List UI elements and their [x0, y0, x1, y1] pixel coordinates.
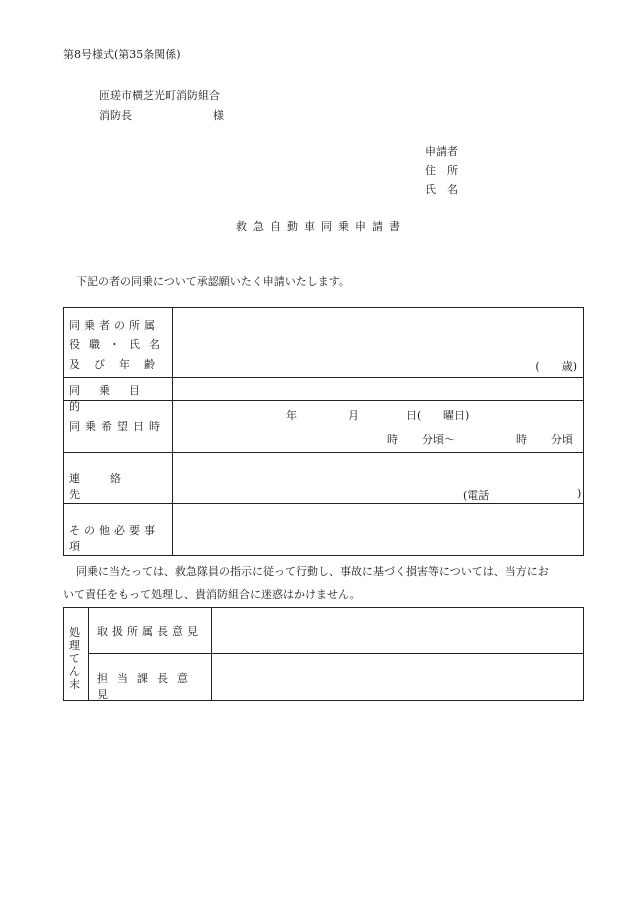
purpose-value-cell[interactable]	[173, 378, 584, 401]
form-number: 第8号様式(第35条関係)	[63, 48, 181, 61]
label-datetime: 同乗希望日時	[69, 420, 165, 433]
label-age: 及び年齢	[69, 358, 169, 371]
time-start-hour: 時	[387, 433, 398, 446]
intro-text: 下記の者の同乗について承認願いたく申請いたします。	[76, 275, 350, 288]
purpose-label-cell	[64, 378, 173, 413]
side-label-cell	[64, 608, 89, 701]
application-table	[63, 307, 584, 556]
label-division-head-opinion: 取扱所属長意見	[97, 625, 202, 638]
table-row	[64, 401, 584, 453]
division-head-label-cell	[89, 608, 212, 654]
label-section-chief-opinion: 担当課長意見	[97, 672, 197, 701]
division-head-value-cell[interactable]	[212, 608, 584, 654]
age-suffix: ( 歳)	[535, 360, 577, 373]
time-end-hour: 時	[516, 433, 527, 446]
contact-label-cell	[64, 453, 173, 504]
other-value-cell[interactable]	[173, 504, 584, 556]
label-affiliation-text: 同乗者の所属	[69, 319, 159, 332]
label-affiliation	[69, 317, 167, 333]
applicant-info-label-cell	[64, 308, 173, 378]
addressee-org: 匝瑳市横芝光町消防組合	[99, 89, 220, 102]
datetime-value-cell[interactable]	[173, 401, 584, 453]
label-other: その他必要事項	[69, 524, 159, 553]
table-row	[64, 308, 584, 378]
addressee-title: 消防長	[99, 109, 132, 122]
table-row	[64, 378, 584, 401]
applicant-address: 住 所	[425, 164, 458, 177]
document-title: 救急自動車同乗申請書	[236, 220, 406, 233]
label-contact	[69, 470, 167, 502]
section-chief-value-cell[interactable]	[212, 654, 584, 701]
processing-table	[63, 607, 584, 701]
label-contact-text: 連絡先	[69, 472, 151, 501]
phone-open: (電話	[463, 489, 490, 502]
side-label: 処理てん末	[69, 626, 80, 691]
phone-close: )	[577, 487, 582, 500]
date-day: 日(	[406, 409, 422, 422]
notice-line-1: 同乗に当たっては、救急隊員の指示に従って行動し、事故に基づく損害等については、当方にお	[76, 565, 549, 578]
time-end-minute: 分頃	[551, 433, 573, 446]
applicant-info-value-cell[interactable]	[173, 308, 584, 378]
table-row	[64, 453, 584, 504]
datetime-label-cell	[64, 401, 173, 453]
applicant-label: 申請者	[425, 145, 458, 158]
date-weekday: 曜日)	[443, 409, 470, 422]
time-start-minute: 分頃〜	[422, 433, 455, 446]
other-label-cell	[64, 504, 173, 556]
label-purpose: 同乗目的	[69, 384, 159, 413]
table-row	[64, 608, 584, 654]
label-position-name: 役職・氏名	[69, 338, 169, 351]
table-row	[64, 654, 584, 701]
date-year: 年	[286, 409, 297, 422]
date-month: 月	[348, 409, 359, 422]
table-row	[64, 504, 584, 556]
addressee-honorific: 様	[213, 109, 224, 122]
section-chief-label-cell	[89, 654, 212, 701]
applicant-name: 氏 名	[425, 183, 458, 196]
contact-value-cell[interactable]	[173, 453, 584, 504]
notice-line-2: いて責任をもって処理し、貴消防組合に迷惑はかけません。	[63, 588, 361, 601]
